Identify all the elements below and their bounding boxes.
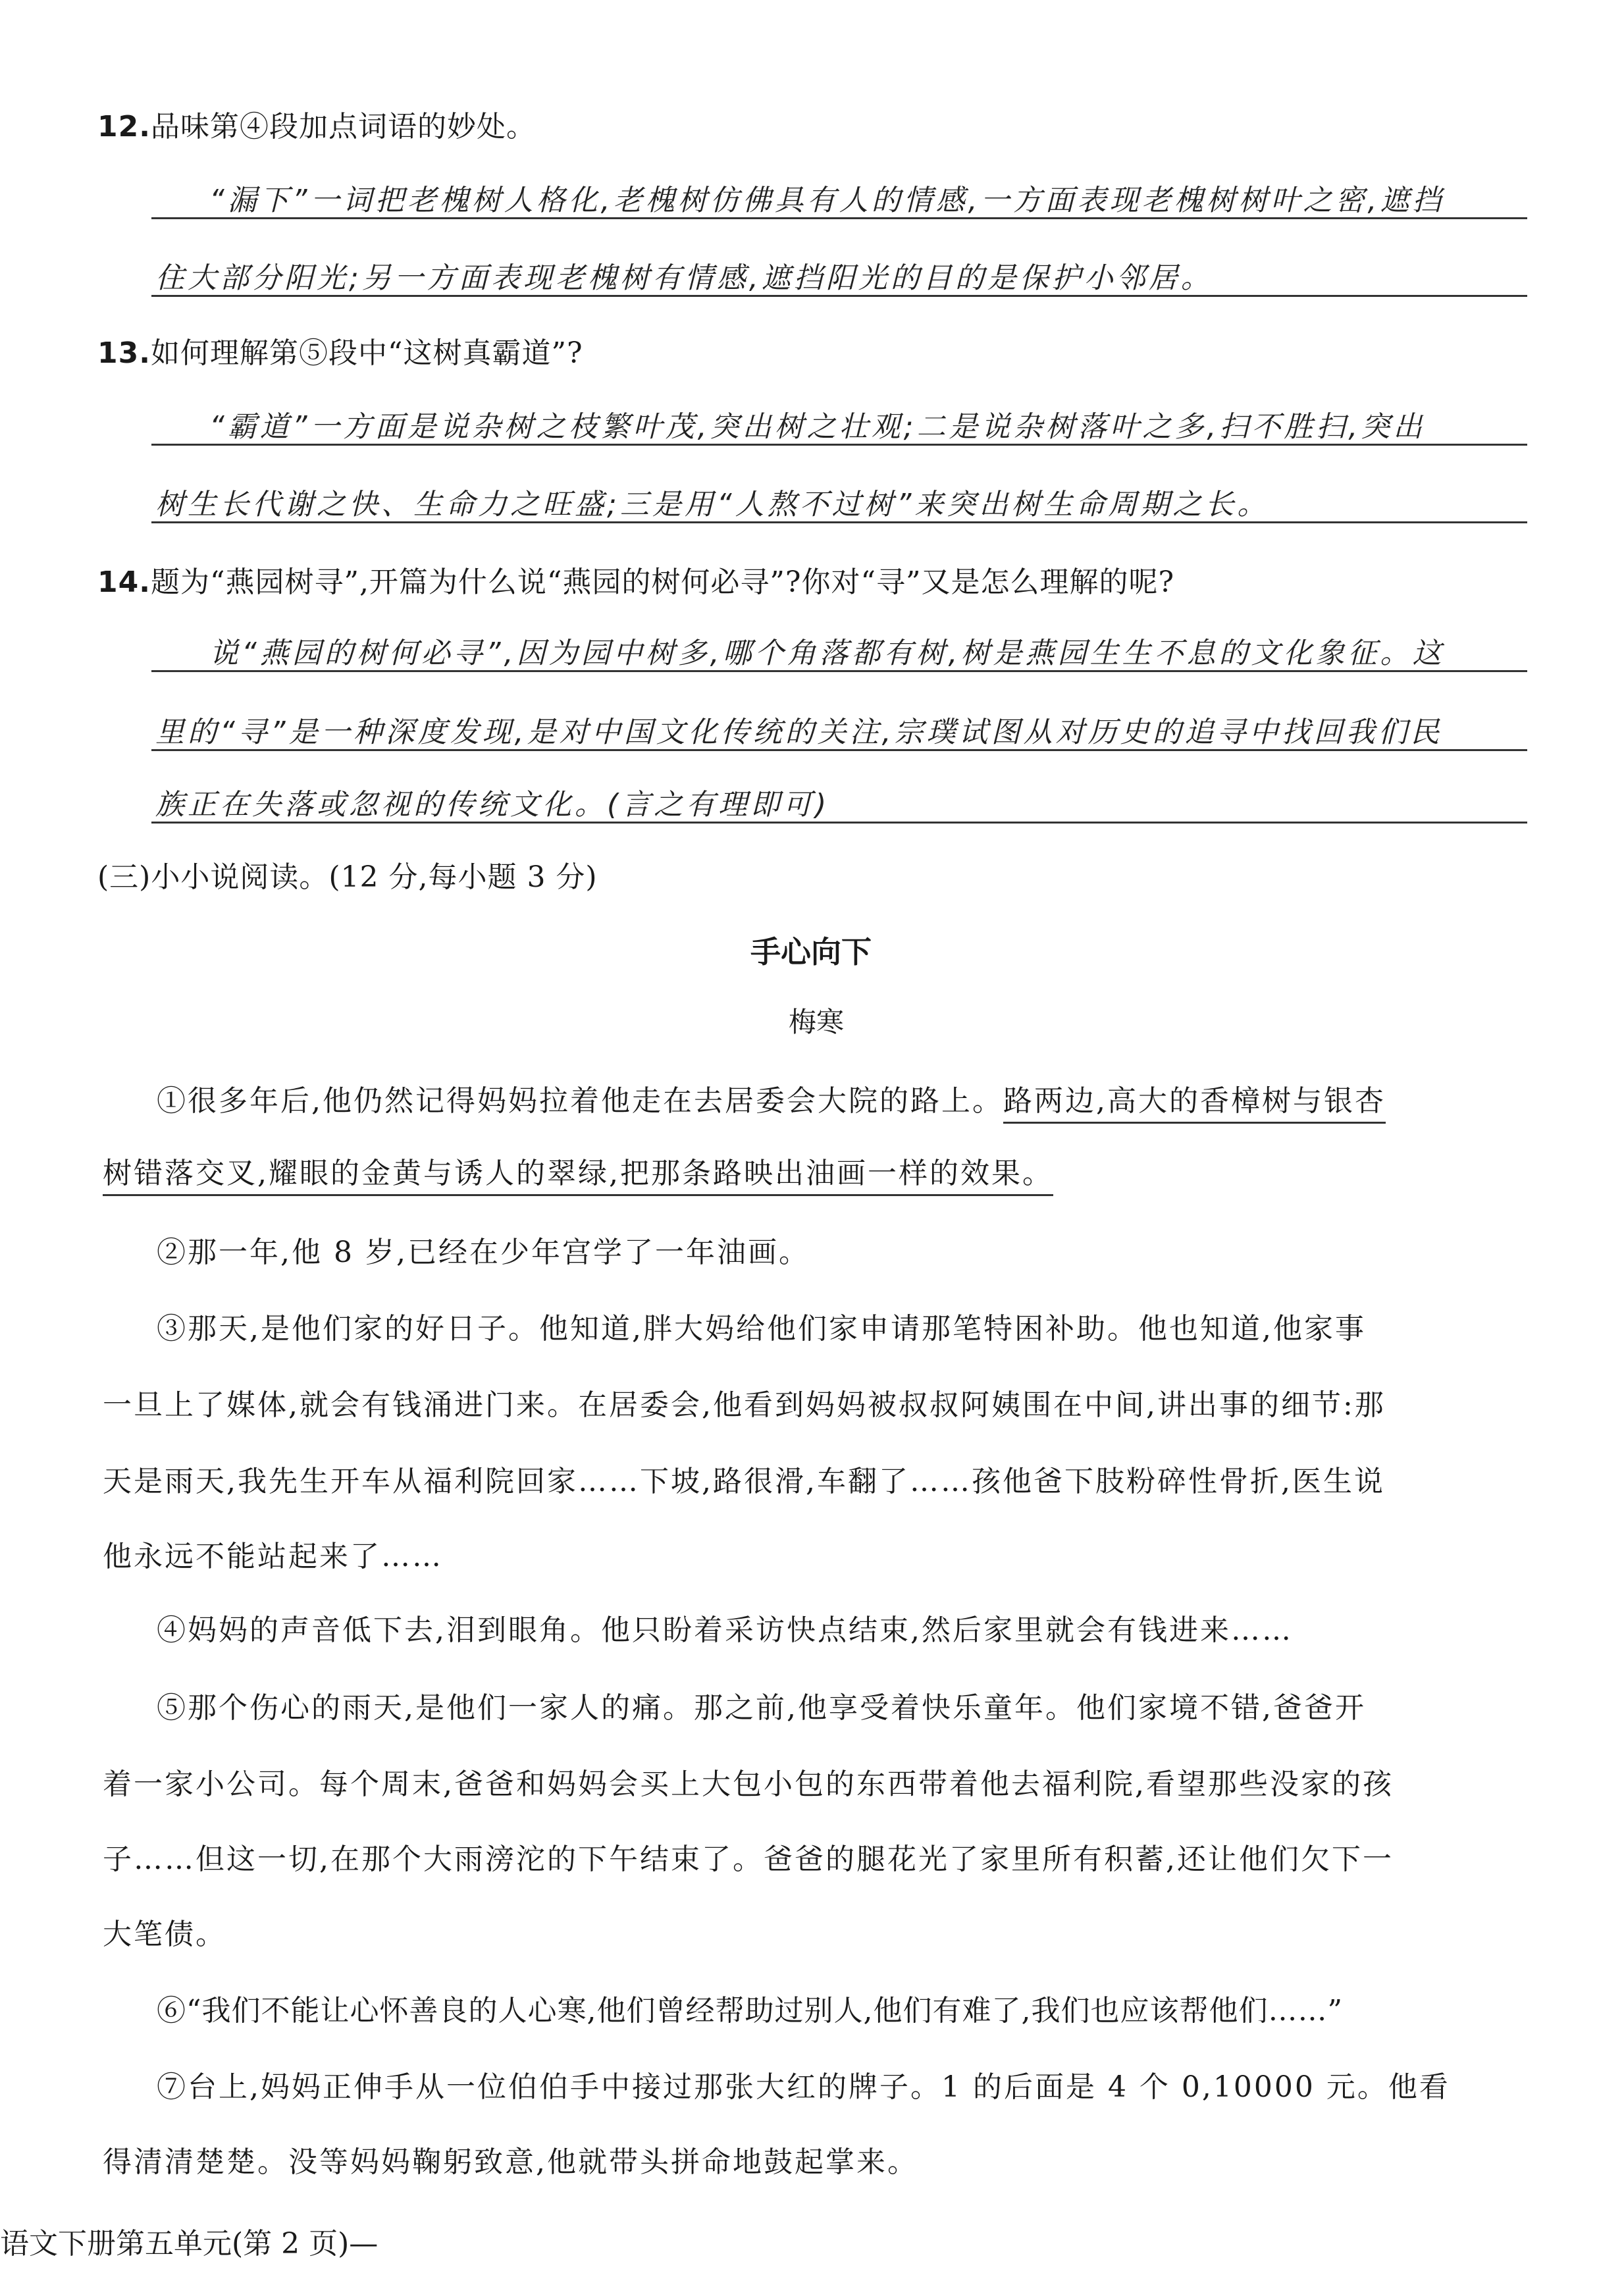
answer-line: “漏下”一词把老槐树人格化,老槐树仿佛具有人的情感,一方面表现老槐树树叶之密,遮挡 [209, 184, 1445, 217]
story-title: 手心向下 [750, 934, 872, 970]
answer-rule [151, 444, 1527, 446]
answer-rule [151, 749, 1527, 751]
story-author: 梅寒 [789, 1006, 845, 1038]
underlined-sentence: 路两边,高大的香樟树与银杏 [1003, 1084, 1386, 1124]
question-13 [97, 329, 583, 371]
question-12 [97, 103, 536, 145]
question-text: 如何理解第⑤段中“这树真霸道”? [150, 336, 583, 370]
section-heading: (三)小小说阅读。(12 分,每小题 3 分) [97, 860, 598, 894]
paragraph-5: 着一家小公司。每个周末,爸爸和妈妈会买上大包小包的东西带着他去福利院,看望那些没家的孩 [103, 1767, 1394, 1801]
underlined-sentence: 树错落交叉,耀眼的金黄与诱人的翠绿,把那条路映出油画一样的效果。 [103, 1157, 1053, 1196]
page-footer: 语文下册第五单元(第 2 页)— [0, 2227, 379, 2261]
paragraph-1 [157, 1077, 1386, 1119]
answer-rule [151, 822, 1527, 824]
paragraph-4: ④妈妈的声音低下去,泪到眼角。他只盼着采访快点结束,然后家里就会有钱进来…… [157, 1613, 1293, 1647]
question-text: 品味第④段加点词语的妙处。 [150, 110, 536, 144]
paragraph-3: 天是雨天,我先生开车从福利院回家……下坡,路很滑,车翻了……孩他爸下肢粉碎性骨折,医生说 [103, 1465, 1385, 1498]
answer-rule [151, 295, 1527, 297]
question-14 [97, 558, 1174, 600]
paragraph-3: 一旦上了媒体,就会有钱涌进门来。在居委会,他看到妈妈被叔叔阿姨围在中间,讲出事的细节:那 [103, 1388, 1386, 1422]
question-number: 13. [97, 336, 151, 370]
paragraph-2: ②那一年,他 8 岁,已经在少年宫学了一年油画。 [157, 1236, 810, 1269]
answer-rule [151, 217, 1527, 219]
paragraph-3: 他永远不能站起来了…… [103, 1540, 443, 1573]
answer-line: “霸道”一方面是说杂树之枝繁叶茂,突出树之壮观;二是说杂树落叶之多,扫不胜扫,突出 [209, 410, 1426, 444]
paragraph-7: 得清清楚楚。没等妈妈鞠躬致意,他就带头拼命地鼓起掌来。 [103, 2145, 918, 2179]
paragraph-text: ①很多年后,他仍然记得妈妈拉着他走在去居委会大院的路上。 [157, 1084, 1003, 1118]
answer-line: 里的“寻”是一种深度发现,是对中国文化传统的关注,宗璞试图从对历史的追寻中找回我们民 [155, 716, 1443, 749]
question-number: 12. [97, 110, 151, 144]
paragraph-5: ⑤那个伤心的雨天,是他们一家人的痛。那之前,他享受着快乐童年。他们家境不错,爸爸开 [157, 1691, 1366, 1725]
paragraph-7: ⑦台上,妈妈正伸手从一位伯伯手中接过那张大红的牌子。1 的后面是 4 个 0,10000 元。他看 [157, 2070, 1450, 2104]
paragraph-6: ⑥“我们不能让心怀善良的人心寒,他们曾经帮助过别人,他们有难了,我们也应该帮他们……” [157, 1994, 1343, 2028]
paragraph-1-cont [103, 1149, 1053, 1191]
question-number: 14. [97, 565, 151, 599]
answer-line: 说“燕园的树何必寻”,因为园中树多,哪个角落都有树,树是燕园生生不息的文化象征。这 [209, 637, 1445, 670]
answer-rule [151, 521, 1527, 523]
answer-rule [151, 670, 1527, 672]
answer-line: 住大部分阳光;另一方面表现老槐树有情感,遮挡阳光的目的是保护小邻居。 [155, 261, 1213, 295]
paragraph-5: 大笔债。 [103, 1918, 226, 1951]
question-text: 题为“燕园树寻”,开篇为什么说“燕园的树何必寻”?你对“寻”又是怎么理解的呢? [150, 565, 1175, 599]
answer-line: 族正在失落或忽视的传统文化。(言之有理即可) [155, 788, 830, 822]
paragraph-5: 子……但这一切,在那个大雨滂沱的下午结束了。爸爸的腿花光了家里所有积蓄,还让他们欠下一 [103, 1843, 1394, 1876]
answer-line: 树生长代谢之快、生命力之旺盛;三是用“人熬不过树”来突出树生命周期之长。 [155, 488, 1270, 521]
paragraph-3: ③那天,是他们家的好日子。他知道,胖大妈给他们家申请那笔特困补助。他也知道,他家事 [157, 1312, 1366, 1346]
